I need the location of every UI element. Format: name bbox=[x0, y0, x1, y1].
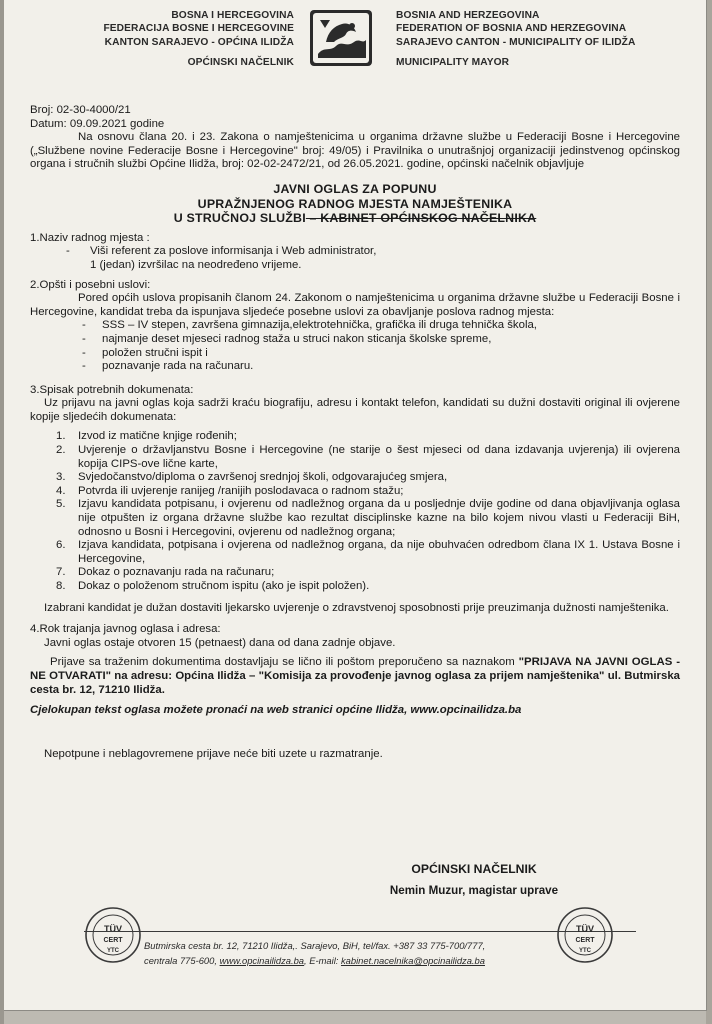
list-item: 3. Svjedočanstvo/diploma o završenoj srednjoj školi, odgovarajućeg smjera, bbox=[56, 471, 448, 484]
section2-text: Pored općih uslova propisanih članom 24. Zakonom o namještenicima u organima državne službe u Federaciji Bosne i Hercegovine, kandidat treba da ispunjava sljedeće posebne uslovi za obavljanje poslova radnog mjesta: bbox=[30, 292, 680, 318]
list-item: 6. Izjava kandidata, potpisana i ovjerena od nadležnog organa, da nije obuhvaćen odredbom člana IX 1. Ustava Bosne i Hercegovine, bbox=[56, 539, 680, 565]
title-line2: UPRAŽNJENOG RADNOG MJESTA NAMJEŠTENIKA bbox=[197, 196, 513, 211]
letterhead-left-line2: FEDERACIJA BOSNE I HERCEGOVINE bbox=[103, 23, 294, 35]
footer-contact-line2: centrala 775-600, www.opcinailidza.ba, E-mail: kabinet.nacelnika@opcinailidza.ba bbox=[144, 955, 485, 966]
cert-label-top: TÜV bbox=[104, 924, 122, 934]
section-deadline bbox=[30, 623, 680, 761]
list-item: - najmanje deset mjeseci radnog staža u struci nakon sticanja školske spreme, bbox=[82, 333, 680, 347]
letterhead-left-line3: KANTON SARAJEVO - OPĆINA ILIDŽA bbox=[104, 36, 294, 48]
document-page bbox=[4, 0, 707, 1011]
list-item: - SSS – IV stepen, završena gimnazija,elektrotehnička, grafička ili druga tehnička škola, bbox=[82, 319, 680, 333]
reference-number: Broj: 02-30-4000/21 bbox=[30, 104, 131, 116]
deadline-text: Javni oglas ostaje otvoren 15 (petnaest) dana od dana zadnje objave. bbox=[44, 636, 396, 649]
tuv-cert-seal-icon bbox=[84, 906, 142, 964]
medical-note: Izabrani kandidat je dužan dostaviti ljekarsko uvjerenje o zdravstvenoj sposobnosti prije preuzimanja dužnosti namještenika. bbox=[44, 601, 669, 614]
letterhead-right-line2: FEDERATION OF BOSNIA AND HERZEGOVINA bbox=[396, 23, 627, 35]
list-item: 7. Dokaz o poznavanju rada na računaru; bbox=[56, 566, 275, 579]
footer-email-link[interactable]: kabinet.nacelnika@opcinailidza.ba bbox=[340, 955, 485, 966]
tuv-cert-seal-icon bbox=[556, 906, 614, 964]
list-item: 4. Potvrda ili uvjerenje ranijeg /ranijih poslodavaca o radnom stažu; bbox=[56, 484, 404, 497]
title-line3 bbox=[30, 211, 680, 226]
title-line3-b: – KABINET OPĆINSKOG NAČELNIKA bbox=[305, 211, 537, 226]
signature-name: Nemin Muzur, magistar uprave bbox=[389, 884, 559, 897]
title-line3-a: U STRUČNOJ SLUŽBI bbox=[173, 211, 306, 226]
list-item: 1. Izvod iz matične knjige rođenih; bbox=[56, 430, 237, 443]
cert-label-mid: CERT bbox=[103, 937, 123, 944]
list-item: - poznavanje rada na računaru. bbox=[82, 360, 680, 374]
municipal-crest-icon bbox=[308, 8, 374, 68]
signature-block bbox=[364, 862, 584, 897]
letterhead-right-line3: SARAJEVO CANTON - MUNICIPALITY OF ILIDŽA bbox=[396, 36, 636, 48]
list-item: 5. Izjavu kandidata potpisanu, i ovjerenu od nadležnog organa da u posljednje dvije godine od dana objavljivanja oglasa nije otpušten iz organa državne službe kao rezultat disciplinske kazne na bilo kojem nivou vlasti u Federaciji BiH, odnosno u Bosni i Hercegovini, ovjerenu od nadležnog organa; bbox=[56, 498, 680, 538]
section3-text: Uz prijavu na javni oglas koja sadrži kraću biografiju, adresu i kontakt telefon, kandidati su dužni dostaviti original ili ovjerene kopije sljedećih dokumenata: bbox=[30, 397, 680, 423]
closing-note: Nepotpune i neblagovremene prijave neće biti uzete u razmatranje. bbox=[44, 747, 383, 760]
intro-paragraph: Na osnovu člana 20. i 23. Zakona o namještenicima u organima državne službe u Federaciji Bosne i Hercegovine („Službene novine Federacije Bosne i Hercegovine" broj: 49/05) i Pravilnika o unutrašnjoj organizaciji jedinstvenog općinskog organa i stručnih službi Općine Ilidža, broj: 02-02-2472/21, od 26.05.2021. godine, općinski načelnik objavljuje bbox=[30, 131, 680, 171]
signature-title: OPĆINSKI NAČELNIK bbox=[411, 862, 537, 876]
letterhead-right bbox=[396, 9, 635, 70]
letterhead bbox=[4, 6, 706, 74]
list-item: 2. Uvjerenje o državljanstvu Bosne i Hercegovine (ne starije o šest mjeseci od dana izdavanja uvjerenja) ili ovjerena kopija CIPS-ove lične karte, bbox=[56, 444, 680, 470]
letterhead-left-line1: BOSNA I HERCEGOVINA bbox=[171, 10, 294, 21]
cert-label-top: TÜV bbox=[576, 924, 594, 934]
document-date: Datum: 09.09.2021 godine bbox=[30, 117, 165, 130]
footer-website-link[interactable]: www.opcinailidza.ba bbox=[219, 955, 304, 966]
section4-heading: 4.Rok trajanja javnog oglasa i adresa: bbox=[30, 623, 221, 636]
list-item: - položen stručni ispit i bbox=[82, 347, 680, 361]
document-body bbox=[30, 104, 680, 761]
letterhead-left-line4: OPĆINSKI NAČELNIK bbox=[187, 57, 294, 69]
submission-address: "PRIJAVA NA JAVNI OGLAS - NE OTVARATI" na adresu: Općina Ilidža – "Komisija za provođenje javnog oglasa za prijem namještenika" ul. Butmirska cesta br. 12, 71210 Ilidža. bbox=[30, 656, 680, 696]
submission-paragraph: Prijave sa traženim dokumentima dostavljaju se lično ili poštom preporučeno sa naznakom "PRIJAVA NA JAVNI OGLAS - NE OTVARATI" na adresu: Općina Ilidža – "Komisija za provođenje javnog oglasa za prijem namještenika" ul. Butmirska cesta br. 12, 71210 Ilidža. bbox=[30, 656, 680, 696]
letterhead-right-line4: MUNICIPALITY MAYOR bbox=[396, 57, 510, 69]
website-line: Cjelokupan tekst oglasa možete pronaći na web stranici općine Ilidža, www.opcinailidza.ba bbox=[30, 704, 522, 717]
footer-contact bbox=[144, 938, 574, 968]
position-title: - Viši referent za poslove informisanja i Web administrator, 1 (jedan) izvršilac na neodređeno vrijeme. bbox=[66, 245, 680, 272]
letterhead-left bbox=[103, 9, 294, 70]
section-documents bbox=[30, 384, 680, 616]
section-conditions bbox=[30, 279, 680, 374]
list-item: 8. Dokaz o položenom stručnom ispitu (ako je ispit položen). bbox=[56, 580, 370, 592]
section3-heading: 3.Spisak potrebnih dokumenata: bbox=[30, 383, 194, 396]
section1-heading: 1.Naziv radnog mjesta : bbox=[30, 231, 150, 244]
conditions-list bbox=[30, 319, 680, 373]
cert-label-bot: YTC bbox=[107, 948, 119, 954]
footer-divider bbox=[84, 931, 636, 932]
cert-label-mid: CERT bbox=[575, 937, 595, 944]
section2-heading: 2.Opšti i posebni uslovi: bbox=[30, 278, 151, 291]
footer-address: Butmirska cesta br. 12, 71210 Ilidža,. Sarajevo, BiH, tel/fax. +387 33 775-700/777, bbox=[144, 940, 486, 951]
title-line1: JAVNI OGLAS ZA POPUNU bbox=[273, 181, 437, 196]
letterhead-right-line1: BOSNIA AND HERZEGOVINA bbox=[396, 10, 540, 21]
position-count: 1 (jedan) izvršilac na neodređeno vrijeme. bbox=[90, 258, 302, 271]
announcement-title bbox=[30, 182, 680, 226]
documents-list bbox=[30, 430, 680, 593]
section-position-name bbox=[30, 232, 680, 273]
cert-label-bot: YTC bbox=[579, 948, 591, 954]
